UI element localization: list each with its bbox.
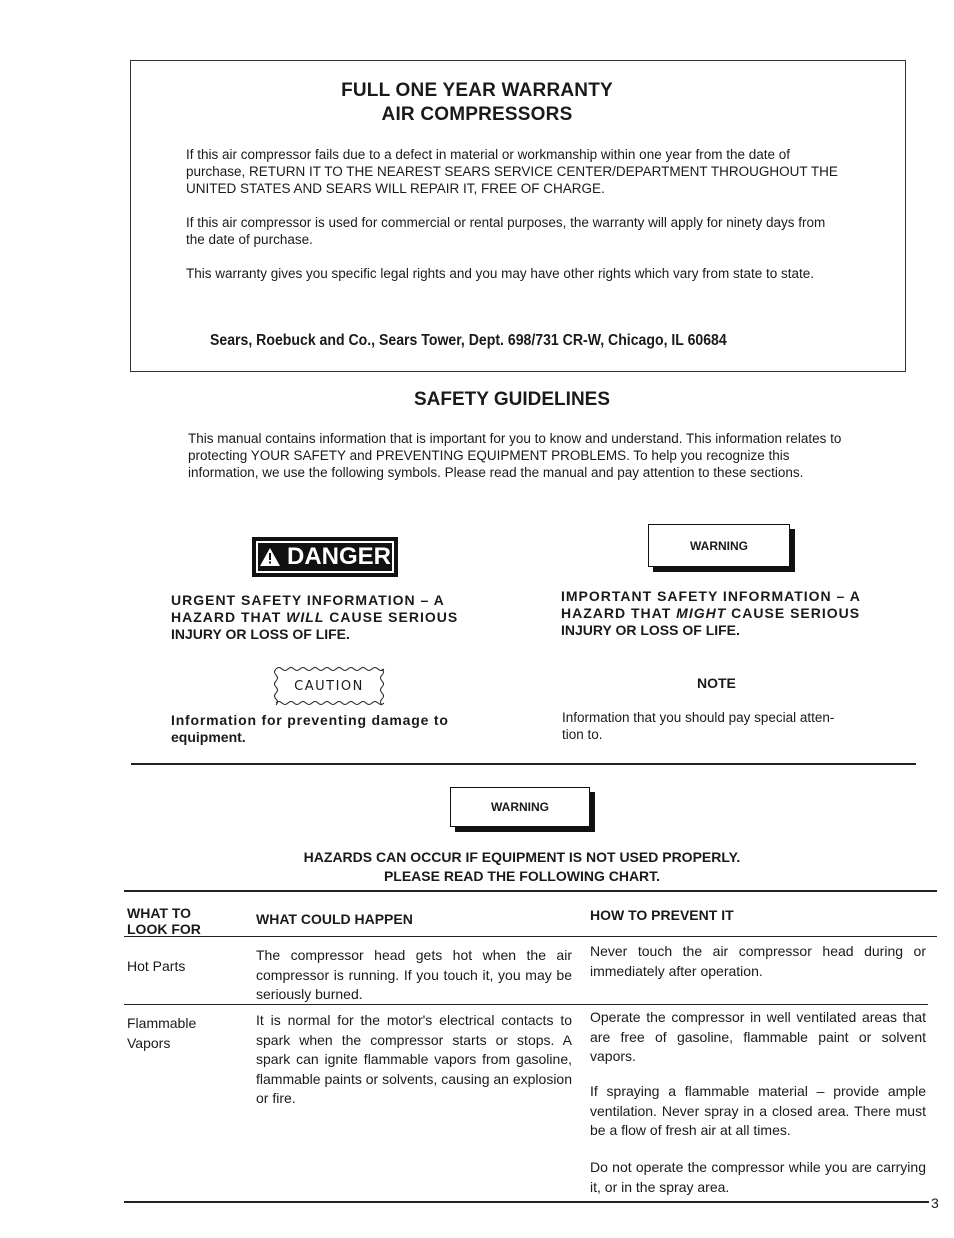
chart-bottom-rule <box>124 1201 929 1203</box>
warranty-paragraph-3: This warranty gives you specific legal rights and you may have other rights which vary from state to state. <box>186 266 815 281</box>
warning-description <box>561 588 901 639</box>
chart-header-rule <box>124 936 937 937</box>
header-what-could-happen: WHAT COULD HAPPEN <box>256 911 413 927</box>
row-flammable-could-happen: It is normal for the motor's electrical contacts to spark when the compressor starts or stops. A spark can ignite flammable vapors from gasoline, flammable paints or solvents, causing an explosion or fire. <box>256 1012 572 1106</box>
danger-desc-line3: INJURY OR LOSS OF LIFE. <box>171 626 350 642</box>
page-number: 3 <box>931 1195 939 1211</box>
section-divider <box>131 763 916 765</box>
warranty-paragraph-1: If this air compressor fails due to a defect in material or workmanship within one year from the date of purchase, RETURN IT TO THE NEAREST SEARS SERVICE CENTER/DEPARTMENT THROUGHOUT THE UNITED STATES AND SEARS WILL REPAIR IT, FREE OF CHARGE. <box>186 147 838 196</box>
hazards-heading-line1: HAZARDS CAN OCCUR IF EQUIPMENT IS NOT USED PROPERLY. <box>303 849 741 865</box>
safety-intro: This manual contains information that is important for you to know and understand. This information relates to protecting YOUR SAFETY and PREVENTING EQUIPMENT PROBLEMS. To help you recognize this information, we use the following symbols. Please read the manual and pay attention to these sections. <box>188 431 842 480</box>
row-flammable-prevent-2: If spraying a flammable material – provide ample ventilation. Never spray in a closed area. There must be a flow of fresh air at all times. <box>590 1083 926 1138</box>
hazards-warning-label <box>450 787 590 827</box>
warning-triangle-icon <box>259 547 281 567</box>
hazards-heading-line2: PLEASE READ THE FOLLOWING CHART. <box>383 868 661 884</box>
caution-description <box>171 712 501 746</box>
warning-label <box>648 524 790 567</box>
caution-desc-line2: equipment. <box>171 729 246 745</box>
warranty-paragraph-2: If this air compressor is used for commercial or rental purposes, the warranty will apply for ninety days from the date of purchase. <box>186 215 826 247</box>
warranty-title-line1: FULL ONE YEAR WARRANTY <box>341 80 613 101</box>
header-what-to-look-for: WHAT TO LOOK FOR <box>127 905 201 937</box>
danger-desc-line2: HAZARD THAT WILL CAUSE SERIOUS <box>171 609 459 625</box>
caution-label <box>270 665 388 707</box>
safety-guidelines-title: SAFETY GUIDELINES <box>414 389 611 410</box>
row-flammable-look-for: Flammable Vapors <box>127 1015 197 1051</box>
hazards-warning-label-text: WARNING <box>491 800 549 814</box>
sears-address: Sears, Roebuck and Co., Sears Tower, Dept. 698/731 CR-W, Chicago, IL 60684 <box>210 332 727 349</box>
chart-row-rule <box>124 1004 928 1005</box>
warning-desc-line2: HAZARD THAT MIGHT CAUSE SERIOUS <box>561 605 861 621</box>
danger-description <box>171 592 501 643</box>
row-hot-parts-could-happen: The compressor head gets hot when the air compressor is running. If you touch it, you may be seriously burned. <box>256 947 572 1002</box>
caution-desc-line1: Information for preventing damage to <box>171 712 449 728</box>
danger-label-text: DANGER <box>286 543 391 570</box>
note-desc-line1: Information that you should pay special atten- <box>562 710 835 725</box>
row-hot-parts-look-for: Hot Parts <box>127 958 186 974</box>
note-description <box>562 709 902 743</box>
header-how-to-prevent: HOW TO PREVENT IT <box>590 907 734 923</box>
row-hot-parts-prevent: Never touch the air compressor head during or immediately after operation. <box>590 943 926 979</box>
chart-top-rule <box>124 890 937 892</box>
caution-label-text: CAUTION <box>294 678 364 694</box>
row-flammable-prevent-3: Do not operate the compressor while you are carrying it, or in the spray area. <box>590 1159 926 1195</box>
note-desc-line2: tion to. <box>562 727 603 742</box>
row-flammable-prevent-1: Operate the compressor in well ventilated areas that are free of gasoline, flammable paint or solvent vapors. <box>590 1009 926 1064</box>
warranty-title-line2: AIR COMPRESSORS <box>381 104 573 125</box>
hazards-heading <box>0 848 954 886</box>
danger-desc-line1: URGENT SAFETY INFORMATION – A <box>171 592 445 608</box>
warning-desc-line1: IMPORTANT SAFETY INFORMATION – A <box>561 588 861 604</box>
warning-desc-line3: INJURY OR LOSS OF LIFE. <box>561 622 740 638</box>
note-label: NOTE <box>697 675 736 691</box>
danger-label <box>252 537 398 577</box>
warning-label-text: WARNING <box>690 538 748 553</box>
